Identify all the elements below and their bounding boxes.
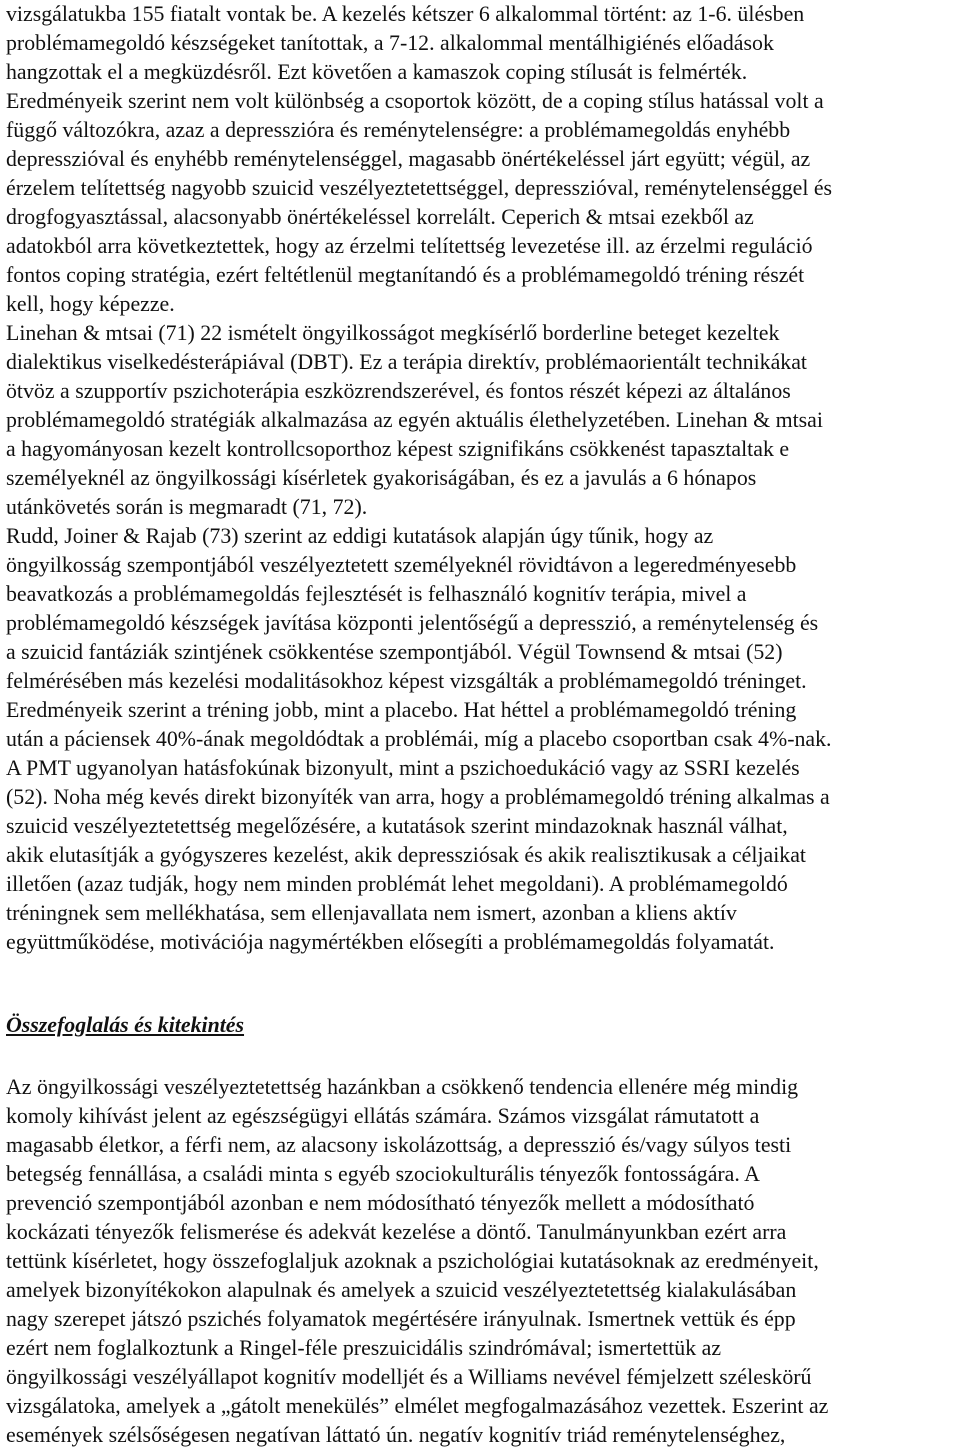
text-line: beavatkozás a problémamegoldás fejlesztését is felhasználó kognitív terápia, mivel a: [6, 582, 747, 606]
text-line: ezért nem foglalkoztunk a Ringel-féle preszuicidális szindrómával; ismertettük az: [6, 1336, 722, 1360]
text-line: Linehan & mtsai (71) 22 ismételt öngyilkosságot megkísérlő borderline beteget kezeltek: [6, 321, 780, 345]
text-line: problémamegoldó készségek javítása központi jelentőségű a depresszió, a reménytelenség és: [6, 611, 819, 635]
text-line: események szélsőségesen negatívan láttató ún. negatív kognitív triád reménytelenséghez,: [6, 1423, 786, 1447]
text-line: komoly kihívást jelent az egészségügyi ellátás számára. Számos vizsgálat rámutatott a: [6, 1104, 760, 1128]
text-line: Az öngyilkossági veszélyeztetettség hazánkban a csökkenő tendencia ellenére még mindig: [6, 1075, 799, 1099]
text-line: tréningnek sem mellékhatása, sem ellenjavallata nem ismert, azonban a kliens aktív: [6, 901, 737, 925]
text-line: amelyek bizonyítékokon alapulnak és amelyek a szuicid veszélyeztetettség kialakulásában: [6, 1278, 797, 1302]
text-line: betegség fennállása, a családi minta s egyéb szociokulturális tényezők fontosságára. A: [6, 1162, 760, 1186]
text-line: kell, hogy képezze.: [6, 292, 175, 316]
text-line: problémamegoldó készségeket tanítottak, a 7-12. alkalommal mentálhigiénés előadások: [6, 31, 774, 55]
text-line: Rudd, Joiner & Rajab (73) szerint az eddigi kutatások alapján úgy tűnik, hogy az: [6, 524, 714, 548]
text-line: prevenció szempontjából azonban e nem módosítható tényezők mellett a módosítható: [6, 1191, 755, 1215]
text-line: adatokból arra következtettek, hogy az érzelmi telítettség levezetése ill. az érzelmi reguláció: [6, 234, 813, 258]
text-line: függő változókra, azaz a depresszióra és reménytelenségre: a problémamegoldás enyhébb: [6, 118, 791, 142]
paragraph-block-treatment-studies: [6, 0, 960, 957]
text-line: érzelem telítettség nagyobb szuicid veszélyeztetettséggel, depresszióval, reménytelenséggel és: [6, 176, 833, 200]
paragraph-block-summary: [6, 1073, 960, 1450]
text-line: Eredményeik szerint a tréning jobb, mint a placebo. Hat héttel a problémamegoldó tréning: [6, 698, 797, 722]
section-heading: Összefoglalás és kitekintés: [6, 1013, 245, 1037]
section-heading-block: [6, 1011, 960, 1040]
text-line: nagy szerepet játszó pszichés folyamatok megértésére irányulnak. Ismertnek vettük és épp: [6, 1307, 796, 1331]
text-line: illetően (azaz tudják, hogy nem minden problémát lehet megoldani). A problémamegoldó: [6, 872, 788, 896]
text-line: problémamegoldó stratégiák alkalmazása az egyén aktuális élethelyzetében. Linehan & mtsai: [6, 408, 823, 432]
text-line: utánkövetés során is megmaradt (71, 72).: [6, 495, 368, 519]
text-line: magasabb életkor, a férfi nem, az alacsony iskolázottság, a depresszió és/vagy súlyos testi: [6, 1133, 792, 1157]
text-line: szuicid veszélyeztetettség megelőzésére, a kutatások szerint mindazoknak használ válhat,: [6, 814, 788, 838]
text-line: felmérésében más kezelési modalitásokhoz képest vizsgálták a problémamegoldó tréninget.: [6, 669, 807, 693]
text-line: vizsgálatukba 155 fiatalt vontak be. A kezelés kétszer 6 alkalommal történt: az 1-6. ülésben: [6, 2, 805, 26]
text-line: Eredményeik szerint nem volt különbség a csoportok között, de a coping stílus hatással volt a: [6, 89, 824, 113]
text-line: hangzottak el a megküzdésről. Ezt követően a kamaszok coping stílusát is felmérték.: [6, 60, 748, 84]
text-line: ötvöz a szupportív pszichoterápia eszközrendszerével, és fontos részét képezi az általános: [6, 379, 791, 403]
text-line: fontos coping stratégia, ezért feltétlenül megtanítandó és a problémamegoldó tréning részét: [6, 263, 805, 287]
text-line: (52). Noha még kevés direkt bizonyíték van arra, hogy a problémamegoldó tréning alkalmas a: [6, 785, 830, 809]
text-line: a szuicid fantáziák szintjének csökkentése szempontjából. Végül Townsend & mtsai (52): [6, 640, 783, 664]
text-line: akik elutasítják a gyógyszeres kezelést, akik depressziósak és akik realisztikusak a céljaikat: [6, 843, 806, 867]
text-line: öngyilkosság szempontjából veszélyeztetett személyeknél rövidtávon a legeredményesebb: [6, 553, 797, 577]
text-line: tettünk kísérletet, hogy összefoglaljuk azoknak a pszichológiai kutatásoknak az eredményeit,: [6, 1249, 819, 1273]
text-line: öngyilkossági veszélyállapot kognitív modelljét és a Williams nevével fémjelzett széleskörű: [6, 1365, 812, 1389]
text-line: a hagyományosan kezelt kontrollcsoporthoz képest szignifikáns csökkenést tapasztaltak e: [6, 437, 790, 461]
text-line: depresszióval és enyhébb reménytelenséggel, magasabb önértékeléssel járt együtt; végül, az: [6, 147, 811, 171]
text-line: személyeknél az öngyilkossági kísérletek gyakoriságában, és ez a javulás a 6 hónapos: [6, 466, 757, 490]
text-line: A PMT ugyanolyan hatásfokúnak bizonyult, mint a pszichoedukáció vagy az SSRI kezelés: [6, 756, 800, 780]
text-line: együttműködése, motivációja nagymértékben elősegíti a problémamegoldás folyamatát.: [6, 930, 775, 954]
text-line: vizsgálatoka, amelyek a „gátolt menekülés” elmélet megfogalmazásához vezettek. Eszerint az: [6, 1394, 829, 1418]
text-line: kockázati tényezők felismerése és adekvát kezelése a döntő. Tanulmányunkban ezért arra: [6, 1220, 787, 1244]
text-line: dialektikus viselkedésterápiával (DBT). Ez a terápia direktív, problémaorientált technikákat: [6, 350, 807, 374]
text-line: drogfogyasztással, alacsonyabb önértékeléssel korrelált. Ceperich & mtsai ezekből az: [6, 205, 754, 229]
text-line: után a páciensek 40%-ának megoldódtak a problémái, míg a placebo csoportban csak 4%-nak.: [6, 727, 832, 751]
